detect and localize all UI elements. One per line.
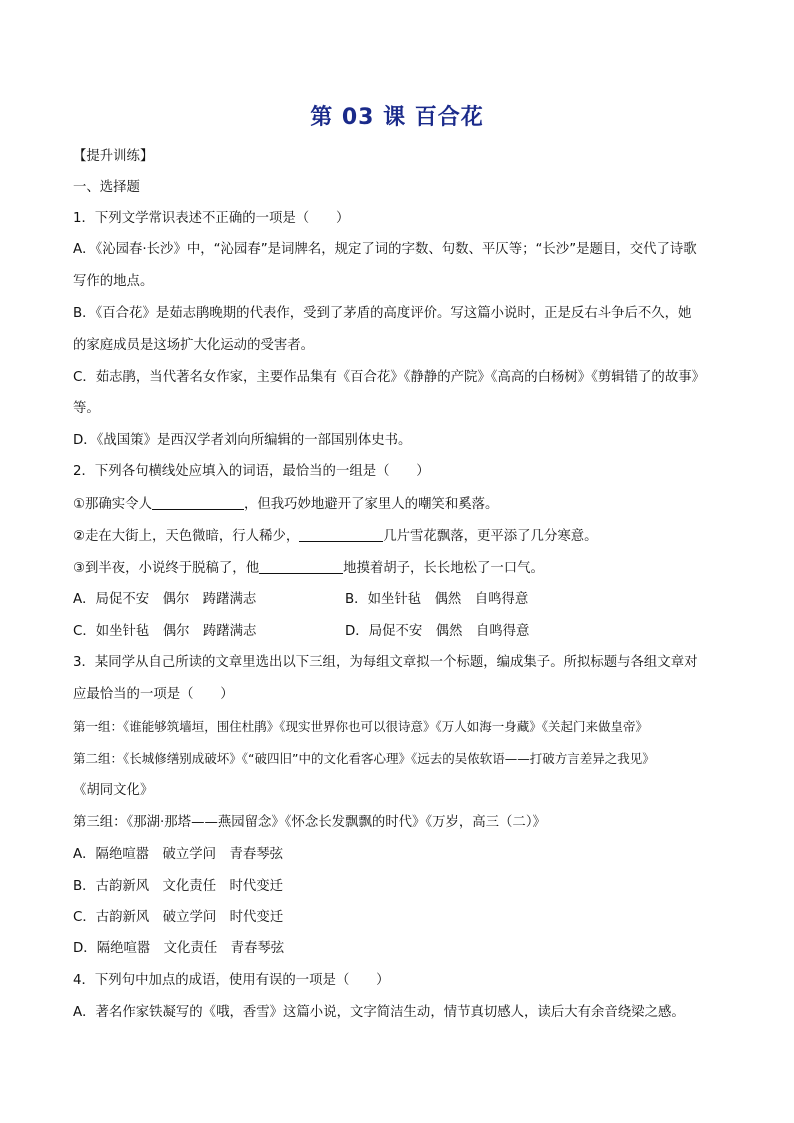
question-3-stem: 3．某同学从自己所读的文章里选出以下三组，为每组文章拟一个标题，编成集子。所拟标题与各组文章对 <box>73 655 698 670</box>
question-3-stem-cont: 应最恰当的一项是（ ） <box>73 687 234 702</box>
question-3-group-1: 第一组：《谁能够筑墙垣，围住杜鹃》《现实世界你也可以很诗意》《万人如海一身藏》《关起门来做皇帝》 <box>73 719 649 734</box>
fill-blank-3 <box>259 559 343 574</box>
sentence-3-after-blank: 地摸着胡子，长长地松了一口气。 <box>343 561 544 576</box>
question-1-option-b: B．《百合花》是茹志鹃晚期的代表作，受到了茅盾的高度评价。写这篇小说时，正是反右斗争后不久，她 <box>73 306 692 321</box>
section-heading: 一、选择题 <box>73 180 140 195</box>
question-3-group-2: 第二组：《长城修缮别成破坏》《“破四旧”中的文化看客心理》《远去的吴侬软语——打破方言差异之我见》 <box>73 751 655 766</box>
question-3-option-b: B．古韵新风 文化责任 时代变迁 <box>73 879 284 894</box>
question-1-option-c-cont: 等。 <box>73 401 100 416</box>
fill-blank-1 <box>152 495 244 510</box>
question-2-option-d: D．局促不安 偶然 自鸣得意 <box>345 624 530 639</box>
question-1-option-c: C．茹志鹃，当代著名女作家，主要作品集有《百合花》《静静的产院》《高高的白杨树》《剪辑错了的故事》 <box>73 370 705 385</box>
question-2-stem: 2．下列各句横线处应填入的词语，最恰当的一组是（ ） <box>73 464 430 479</box>
question-3-option-a: A．隔绝喧嚣 破立学问 青春琴弦 <box>73 847 284 862</box>
sentence-3-before-blank: ③到半夜，小说终于脱稿了，他 <box>73 561 260 576</box>
sentence-1-before-blank: ①那确实令人 <box>73 497 152 512</box>
question-4-option-a: A．著名作家铁凝写的《哦，香雪》这篇小说，文字简洁生动，情节真切感人，读后大有余音绕梁之感。 <box>73 1005 685 1020</box>
question-2-options-row-2 <box>73 623 733 641</box>
question-3-option-c: C．古韵新风 破立学问 时代变迁 <box>73 910 284 925</box>
question-3-group-2-cont: 《胡同文化》 <box>73 783 154 798</box>
sentence-2-after-blank: 几片雪花飘落，更平添了几分寒意。 <box>383 529 598 544</box>
question-2-sentence-2 <box>73 527 733 546</box>
question-2-options-row-1 <box>73 591 733 609</box>
question-2-sentence-1 <box>73 495 733 514</box>
question-2-option-a: A．局促不安 偶尔 踌躇满志 <box>73 592 257 607</box>
fill-blank-2 <box>299 527 383 542</box>
question-4-stem: 4．下列句中加点的成语，使用有误的一项是（ ） <box>73 973 390 988</box>
question-1-stem: 1．下列文学常识表述不正确的一项是（ ） <box>73 211 350 226</box>
sentence-1-after-blank: ，但我巧妙地避开了家里人的嘲笑和奚落。 <box>243 497 499 512</box>
question-3-option-d: D．隔绝喧嚣 文化责任 青春琴弦 <box>73 941 285 956</box>
question-1-option-b-cont: 的家庭成员是这场扩大化运动的受害者。 <box>73 338 315 353</box>
lesson-title: 第 03 课 百合花 <box>310 105 484 130</box>
question-2-option-c: C．如坐针毡 偶尔 踌躇满志 <box>73 624 257 639</box>
question-3-group-3: 第三组：《那湖·那塔——燕园留念》《怀念长发飘飘的时代》《万岁，高三（二）》 <box>73 815 546 830</box>
question-1-option-a: A．《沁园春·长沙》中，“沁园春”是词牌名，规定了词的字数、句数、平仄等；“长沙”是题目，交代了诗歌 <box>73 242 697 257</box>
question-1-option-a-cont: 写作的地点。 <box>73 274 154 289</box>
question-2-sentence-3 <box>73 559 733 578</box>
question-2-option-b: B．如坐针毡 偶然 自鸣得意 <box>345 592 529 607</box>
sentence-2-before-blank: ②走在大街上，天色微暗，行人稀少， <box>73 529 300 544</box>
section-tag: 【提升训练】 <box>73 149 154 164</box>
question-1-option-d: D．《战国策》是西汉学者刘向所编辑的一部国别体史书。 <box>73 433 412 448</box>
